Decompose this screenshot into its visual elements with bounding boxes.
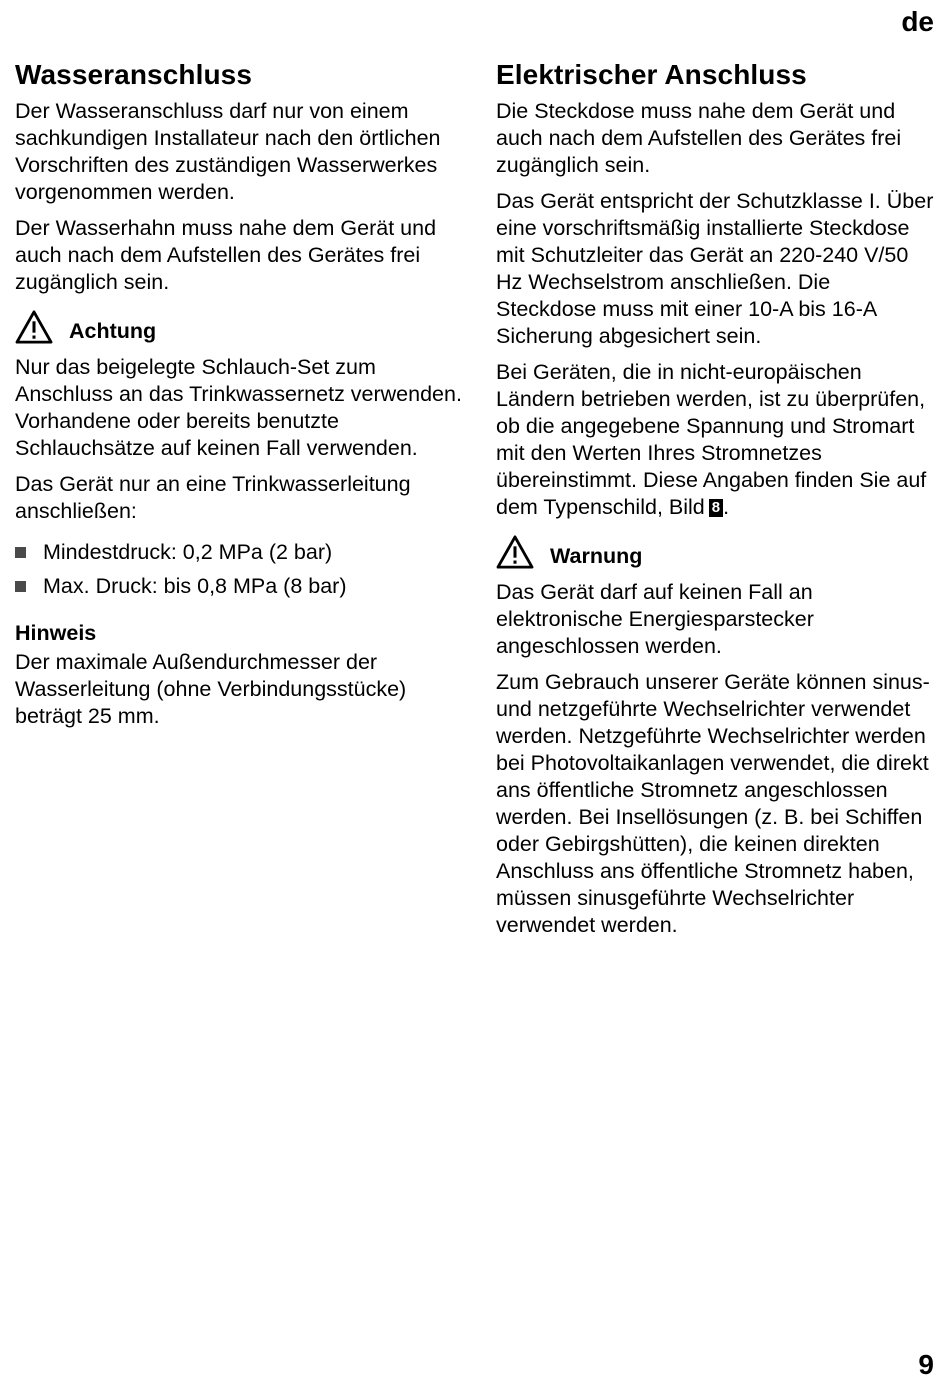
section-title-water: Wasseranschluss: [15, 59, 253, 90]
warning-block: [496, 535, 936, 569]
page-number: 9: [918, 1349, 934, 1380]
warning-triangle-icon: [496, 535, 534, 569]
warning-triangle-icon: [15, 310, 53, 344]
list-item: Mindestdruck: 0,2 MPa (2 bar): [15, 539, 465, 566]
warning-block: [15, 310, 465, 344]
warning-title: Achtung: [69, 318, 157, 343]
language-label: de: [901, 6, 934, 37]
paragraph: Zum Gebrauch unserer Geräte können sinus- und netzgeführte Wechselrichter verwendet werden. Netzgeführte Wechselrichter werden bei Photovoltaikanlagen verwendet, die direkt ans öffentliche Stromnetz angeschlossen werden. Bei Insellösungen (z. B. bei Schiffen oder Gebirgshütten), die keinen direkten Anschluss ans öffentliche Stromnetz haben, müssen sinusgeführte Wechselrichter verwendet werden.: [496, 670, 930, 937]
paragraph: Die Steckdose muss nahe dem Gerät und auch nach dem Aufstellen des Gerätes frei zugänglich sein.: [496, 99, 902, 177]
paragraph: Bei Geräten, die in nicht-europäischen Ländern betrieben werden, ist zu überprüfen, ob die angegebene Spannung und Stromart mit den Werten Ihres Stromnetzes übereinstimmt. Diese Angaben finden Sie auf dem Typenschild, Bild 8 .: [496, 360, 927, 519]
bullet-square-icon: [15, 547, 26, 558]
left-column: [15, 58, 465, 739]
section-title-electrical: Elektrischer Anschluss: [496, 59, 807, 90]
paragraph: Nur das beigelegte Schlauch-Set zum Anschluss an das Trinkwassernetz verwenden. Vorhandene oder bereits benutzte Schlauchsätze auf keinen Fall verwenden.: [15, 355, 462, 460]
paragraph: Das Gerät entspricht der Schutzklasse I. Über eine vorschriftsmäßig installierte Steckdose mit Schutzleiter das Gerät an 220-240 V/50 Hz Wechselstrom anschließen. Die Steckdose muss mit einer 10-A bis 16-A Sicherung abgesichert sein.: [496, 189, 934, 348]
paragraph: Das Gerät darf auf keinen Fall an elektronische Energiesparstecker angeschlossen werden.: [496, 580, 814, 658]
paragraph: Das Gerät nur an eine Trinkwasserleitung anschließen:: [15, 472, 411, 523]
paragraph: Der Wasseranschluss darf nur von einem sachkundigen Installateur nach den örtlichen Vorschriften des zuständigen Wasserwerkes vorgenommen werden.: [15, 99, 441, 204]
list-item: Max. Druck: bis 0,8 MPa (8 bar): [15, 573, 465, 600]
pressure-list: [15, 539, 465, 600]
note-title: Hinweis: [15, 621, 97, 645]
paragraph: Der Wasserhahn muss nahe dem Gerät und auch nach dem Aufstellen des Gerätes frei zugänglich sein.: [15, 216, 437, 294]
right-column: [496, 58, 936, 948]
bullet-square-icon: [15, 581, 26, 592]
figure-reference: 8: [709, 499, 723, 517]
paragraph: Der maximale Außendurchmesser der Wasserleitung (ohne Verbindungsstücke) beträgt 25 mm.: [15, 650, 407, 728]
warning-title: Warnung: [550, 543, 643, 568]
